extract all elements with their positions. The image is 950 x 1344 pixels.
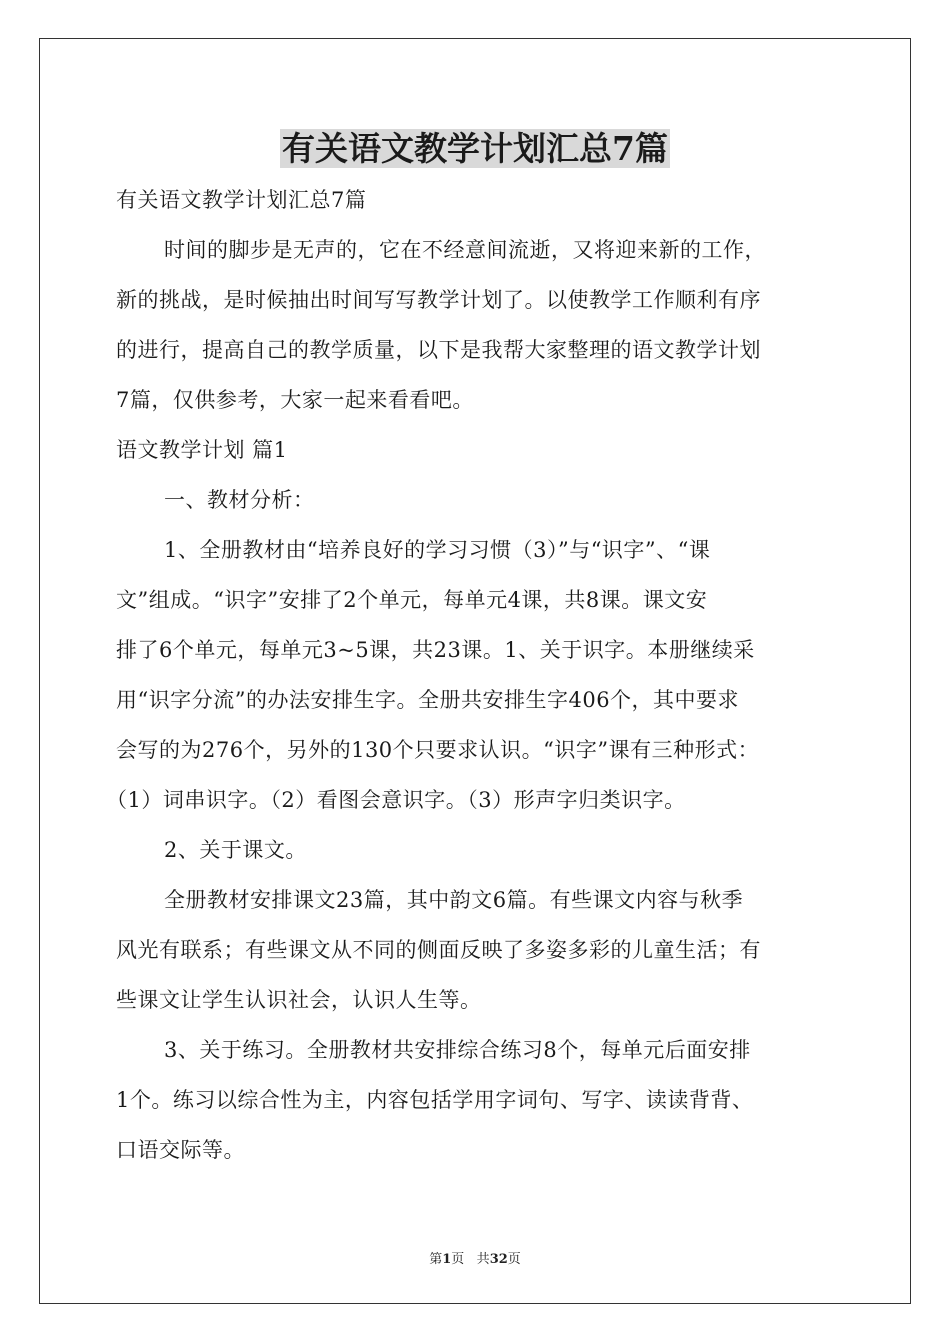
text-line: 时间的脚步是无声的，它在不经意间流逝，又将迎来新的工作，: [164, 238, 766, 262]
text-line: 用“识字分流”的办法安排生字。全册共安排生字406个，其中要求: [116, 688, 740, 712]
text-line: 的进行，提高自己的教学质量，以下是我帮大家整理的语文教学计划: [116, 338, 761, 362]
page-footer: [0, 1248, 950, 1267]
text-line: 全册教材安排课文23篇，其中韵文6篇。有些课文内容与秋季: [164, 888, 744, 912]
text-line: 风光有联系；有些课文从不同的侧面反映了多姿多彩的儿童生活；有: [116, 938, 761, 962]
text-line: 新的挑战，是时候抽出时间写写教学计划了。以使教学工作顺利有序: [116, 288, 761, 312]
document-body: [106, 180, 836, 1180]
footer-prefix: 第: [429, 1252, 443, 1267]
text-line: （1）词串识字。（2）看图会意识字。（3）形声字归类识字。: [106, 788, 686, 812]
text-line: 些课文让学生认识社会，认识人生等。: [116, 988, 482, 1012]
footer-page-number: 1: [442, 1252, 452, 1267]
document-title: [0, 124, 950, 174]
footer-total-suffix: 页: [507, 1252, 521, 1267]
footer-total-prefix: 共: [476, 1252, 490, 1267]
text-line: 文”组成。“识字”安排了2个单元，每单元4课，共8课。课文安: [116, 588, 708, 612]
text-line: 口语交际等。: [116, 1138, 245, 1162]
text-line: 排了6个单元，每单元3~5课，共23课。1、关于识字。本册继续采: [116, 638, 755, 662]
footer-total-pages: 32: [489, 1252, 508, 1267]
document-title-text: 有关语文教学计划汇总7篇: [282, 129, 668, 168]
text-line: 2、关于课文。: [164, 838, 307, 862]
footer-page-suffix: 页: [451, 1252, 465, 1267]
text-line: 会写的为276个，另外的130个只要求认识。“识字”课有三种形式：: [116, 738, 760, 762]
text-line: 有关语文教学计划汇总7篇: [116, 188, 367, 212]
text-line: 1、全册教材由“培养良好的学习习惯（3）”与“识字”、“课: [164, 538, 711, 562]
text-line: 7篇，仅供参考，大家一起来看看吧。: [116, 388, 474, 412]
text-line: 语文教学计划 篇1: [116, 438, 288, 462]
text-line: 3、关于练习。全册教材共安排综合练习8个，每单元后面安排: [164, 1038, 751, 1062]
text-line: 一、教材分析：: [164, 488, 315, 512]
text-line: 1个。练习以综合性为主，内容包括学用字词句、写字、读读背背、: [116, 1088, 754, 1112]
